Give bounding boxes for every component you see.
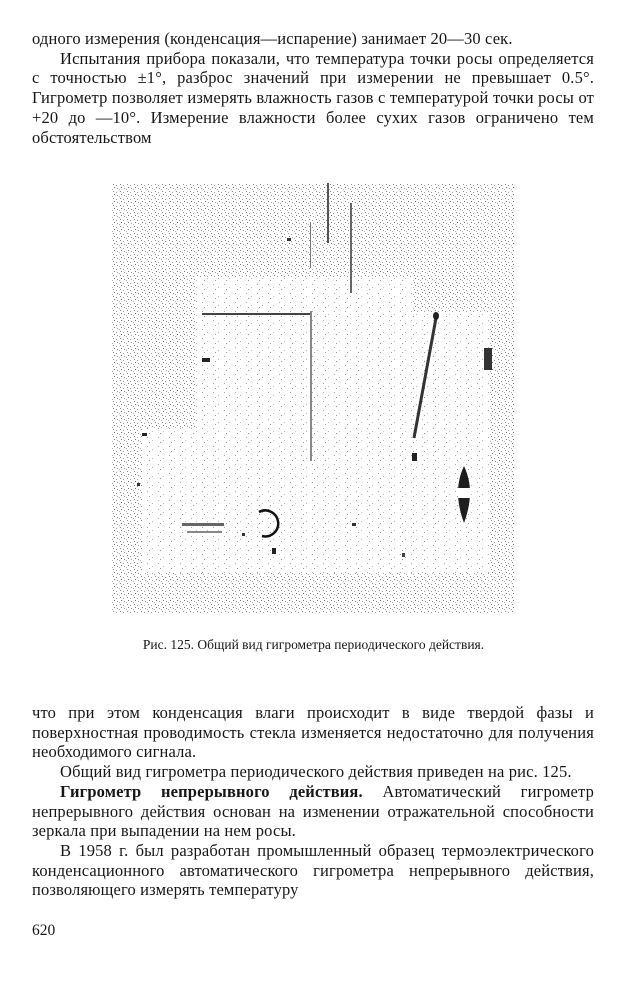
paragraph-continued: одного измерения (конденсация—испарение) занимает 20—30 сек.	[32, 29, 513, 48]
paragraph-continuous-hygrometer	[32, 782, 594, 841]
hygrometer-photo	[112, 183, 515, 613]
section-heading: Гигрометр непрерывного действия.	[60, 781, 363, 801]
figure-caption: Рис. 125. Общий вид гигрометра периодического действия.	[142, 637, 485, 652]
paragraph-test-results: Испытания прибора показали, что температура точки росы определяется с точностью ±1°, разброс значений при измерении не превышает 0.5°. Гигрометр позволяет измерять влажность газов с температурой точки росы от +20 до —10°. Измерение влажности более сухих газов ограничено тем обстоятельством	[32, 48, 594, 147]
paragraph-1958: В 1958 г. был разработан промышленный образец термоэлектрического конденсационного автоматического гигрометра непрерывного действия, позволяющего измерять температуру	[32, 840, 594, 900]
bottom-text	[32, 703, 594, 900]
section-body: Автоматический гигрометр непрерывного действия основан на изменении отражательной способности зеркала при выпадении на нем росы.	[32, 781, 594, 841]
hygrometer-photo-graphic	[112, 183, 515, 613]
paragraph-figure-reference: Общий вид гигрометра периодического действия приведен на рис. 125.	[60, 762, 572, 782]
page-number: 620	[32, 922, 56, 939]
top-text	[32, 29, 594, 147]
paragraph-condensation: что при этом конденсация влаги происходит в виде твердой фазы и поверхностная проводимость стекла изменяется недостаточно для получения необходимого сигнала.	[32, 703, 594, 762]
